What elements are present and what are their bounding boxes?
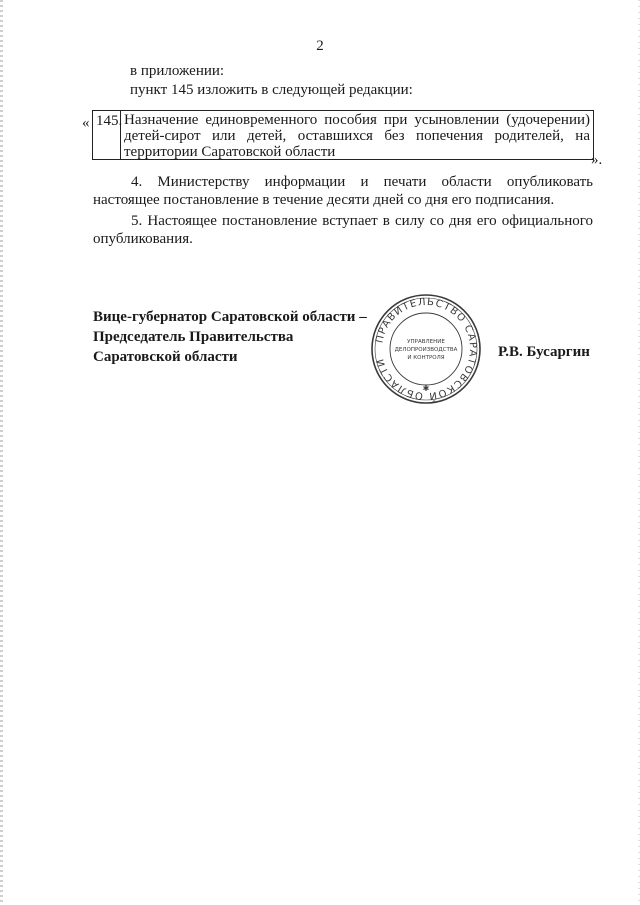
amendment-table — [92, 110, 594, 160]
signatory-title-line: Вице-губернатор Саратовской области – — [93, 309, 367, 325]
signatory-title — [93, 307, 367, 367]
intro-line-1: в приложении: — [130, 63, 225, 79]
paragraph-5: 5. Настоящее постановление вступает в силу со дня его официального опубликования. — [93, 213, 593, 247]
open-quote: « — [82, 115, 90, 131]
signatory-title-line: Саратовской области — [93, 349, 238, 365]
stamp-inner-line-1: УПРАВЛЕНИЕ — [407, 339, 445, 345]
official-seal-stamp — [370, 293, 482, 405]
intro-line-2: пункт 145 изложить в следующей редакции: — [130, 82, 413, 98]
paragraph-4: 4. Министерству информации и печати области опубликовать настоящее постановление в течение десяти дней со дня его подписания. — [93, 174, 593, 208]
page-number: 2 — [316, 38, 324, 54]
scan-edge-left — [0, 0, 3, 905]
amendment-text: Назначение единовременного пособия при усыновлении (удочерении) детей-сирот или детей, оставшихся без попечения родителей, на территории Саратовской области — [124, 112, 590, 160]
star-icon: ✱ — [422, 384, 430, 393]
stamp-inner-line-2: ДЕЛОПРОИЗВОДСТВА — [394, 347, 458, 353]
close-quote: ». — [591, 152, 603, 168]
stamp-outer-text: ПРАВИТЕЛЬСТВО САРАТОВСКОЙ ОБЛАСТИ — [374, 296, 479, 402]
amendment-number: 145. — [93, 111, 121, 159]
stamp-inner-line-3: И КОНТРОЛЯ — [407, 355, 445, 361]
signatory-title-line: Председатель Правительства — [93, 329, 294, 345]
signatory-name: Р.В. Бусаргин — [498, 344, 590, 360]
